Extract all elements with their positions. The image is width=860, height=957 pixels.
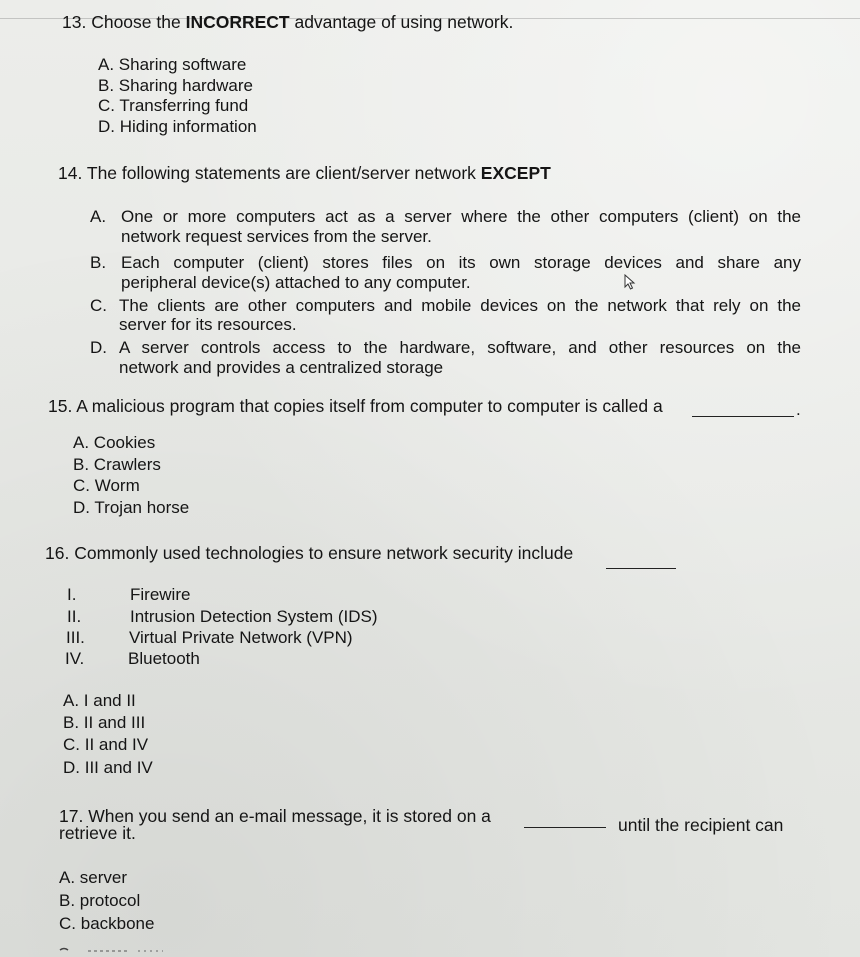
option-text: II and III	[83, 713, 146, 732]
q15-option-a[interactable]	[73, 433, 155, 453]
q14-option-a-line-2: network request services from the server.	[121, 227, 432, 246]
q16-item-iv-numeral: IV.	[65, 649, 85, 668]
option-text: Transferring fund	[119, 96, 249, 115]
question-14-stem	[58, 163, 551, 183]
q14-option-a-letter[interactable]: A.	[90, 207, 107, 226]
option-text: II and IV	[84, 735, 149, 754]
question-13-text-before: Choose the	[91, 12, 186, 32]
option-letter: B.	[59, 891, 76, 910]
option-text: Worm	[94, 476, 140, 495]
q16-item-i-text: Firewire	[130, 585, 191, 604]
q16-item-ii-text: Intrusion Detection System (IDS)	[130, 607, 378, 626]
q16-option-b[interactable]	[63, 713, 145, 733]
q14-option-c-line-1: The clients are other computers and mobile devices on the network that rely on the	[119, 296, 801, 315]
q14-option-a-line-1: One or more computers act as a server where the other computers (client) on the	[121, 207, 801, 226]
option-text: Sharing software	[118, 55, 247, 74]
option-letter: B.	[98, 76, 115, 95]
q14-option-d-line-1: A server controls access to the hardware, software, and other resources on the	[119, 338, 801, 357]
option-letter: C.	[73, 476, 90, 495]
option-text: III and IV	[84, 758, 153, 777]
option-letter: A.	[98, 55, 115, 74]
q14-option-b-line-1: Each computer (client) stores files on its own storage devices and share any	[121, 253, 801, 272]
option-letter: C.	[63, 735, 80, 754]
q14-option-b-line-2: peripheral device(s) attached to any computer.	[121, 273, 471, 292]
option-letter: C.	[59, 914, 76, 933]
question-17-text-before: When you send an e-mail message, it is stored on a	[88, 806, 491, 826]
q16-item-i-numeral: I.	[67, 585, 77, 604]
q16-item-iii-numeral: III.	[66, 628, 85, 647]
option-letter: D.	[98, 117, 115, 136]
q13-option-c[interactable]	[98, 96, 248, 116]
q16-item-ii-numeral: II.	[67, 607, 82, 626]
question-17-number: 17.	[59, 806, 84, 826]
option-text: Trojan horse	[94, 498, 190, 517]
option-text: backbone	[80, 914, 155, 933]
q16-option-a[interactable]	[63, 691, 136, 711]
question-14-keyword: EXCEPT	[480, 163, 551, 183]
option-text: Sharing hardware	[118, 76, 253, 95]
option-text: Cookies	[93, 433, 156, 452]
option-letter: A.	[73, 433, 90, 452]
option-letter: B.	[73, 455, 90, 474]
question-15-stem	[48, 396, 663, 416]
q15-option-d[interactable]	[73, 498, 189, 518]
question-14-text-before: The following statements are client/server network	[86, 163, 481, 183]
cut-off-text-fragment	[58, 946, 168, 957]
question-14-number: 14.	[58, 163, 83, 183]
q17-answer-blank[interactable]	[524, 827, 606, 828]
q17-option-c[interactable]	[59, 914, 154, 934]
mouse-cursor-icon	[624, 274, 638, 290]
question-16-text: Commonly used technologies to ensure network security include	[74, 543, 574, 563]
question-16-stem	[45, 543, 573, 563]
question-13-stem	[62, 12, 513, 32]
q13-option-a[interactable]	[98, 55, 246, 75]
option-text: Crawlers	[93, 455, 161, 474]
question-15-number: 15.	[48, 396, 73, 416]
q14-option-c-line-2: server for its resources.	[119, 315, 297, 334]
q16-option-d[interactable]	[63, 758, 153, 778]
question-15-text: A malicious program that copies itself from computer to computer is called a	[76, 396, 663, 416]
q14-option-d-line-2: network and provides a centralized storage	[119, 358, 444, 377]
q14-option-d-letter[interactable]: D.	[90, 338, 107, 357]
q16-item-iii-text: Virtual Private Network (VPN)	[129, 628, 353, 647]
option-letter: D.	[73, 498, 90, 517]
option-text: Hiding information	[119, 117, 257, 136]
question-13-number: 13.	[62, 12, 87, 32]
question-16-number: 16.	[45, 543, 70, 563]
question-13-keyword: INCORRECT	[185, 12, 290, 32]
q13-option-b[interactable]	[98, 76, 253, 96]
q15-option-b[interactable]	[73, 455, 161, 475]
q14-option-c-letter[interactable]: C.	[90, 296, 107, 315]
option-letter: D.	[63, 758, 80, 777]
option-text: server	[79, 868, 128, 887]
option-letter: B.	[63, 713, 80, 732]
q15-answer-blank[interactable]	[692, 416, 794, 417]
question-17-stem-line-2: retrieve it.	[59, 823, 136, 843]
q13-option-d[interactable]	[98, 117, 257, 137]
option-letter: A.	[59, 868, 76, 887]
q16-item-iv-text: Bluetooth	[128, 649, 200, 668]
q17-option-a[interactable]	[59, 868, 127, 888]
option-text: protocol	[79, 891, 141, 910]
q15-end-punctuation: .	[796, 400, 801, 419]
option-letter: C.	[98, 96, 115, 115]
q15-option-c[interactable]	[73, 476, 140, 496]
q16-answer-blank[interactable]	[606, 568, 676, 569]
q17-option-b[interactable]	[59, 891, 140, 911]
q16-option-c[interactable]	[63, 735, 148, 755]
option-letter: A.	[63, 691, 80, 710]
option-text: I and II	[83, 691, 136, 710]
q14-option-b-letter[interactable]: B.	[90, 253, 107, 272]
question-13-text-after: advantage of using network.	[289, 12, 514, 32]
question-17-text-after: until the recipient can	[618, 815, 784, 835]
